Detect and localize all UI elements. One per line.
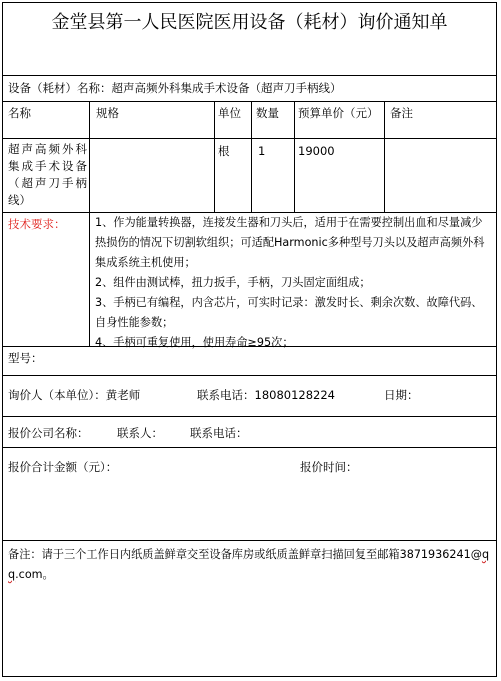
company-label: 报价公司名称： xyxy=(8,426,89,440)
contact-label: 联系人： xyxy=(117,426,163,440)
row-divider xyxy=(2,101,497,102)
header-price: 预算单价（元） xyxy=(298,106,379,120)
equipment-label: 设备（耗材）名称： xyxy=(8,81,112,95)
header-remark: 备注 xyxy=(390,106,413,120)
date-label: 日期： xyxy=(384,388,419,402)
tech-item: 3、手柄已有编程，内含芯片，可实时记录：激发时长、剩余次数、故障代码、 自身性能参数； xyxy=(95,296,483,329)
tech-item: 4、手柄可重复使用，使用寿命≥95次； xyxy=(95,336,294,349)
total-amount-label: 报价合计金额（元）： xyxy=(8,460,118,474)
note xyxy=(8,545,494,585)
tech-item: 2、组件由测试棒，扭力扳手，手柄，刀头固定面组成； xyxy=(95,276,371,289)
item-price: 19000 xyxy=(298,144,335,158)
col-divider xyxy=(89,101,90,212)
row-divider xyxy=(2,540,497,541)
contact-phone-label: 联系电话： xyxy=(190,426,248,440)
row-divider xyxy=(2,375,497,376)
header-spec: 规格 xyxy=(96,106,119,120)
tech-requirements xyxy=(95,213,493,353)
row-divider xyxy=(2,138,497,139)
note-email-tail: .com。 xyxy=(15,568,54,581)
row-divider xyxy=(2,75,497,76)
item-unit: 根 xyxy=(218,144,230,158)
row-divider xyxy=(2,416,497,417)
quote-time-label: 报价时间： xyxy=(300,460,358,474)
header-unit: 单位 xyxy=(218,106,241,120)
note-email-user: 3871936241@ xyxy=(399,548,482,561)
inquirer-label: 询价人（本单位）：黄老师 xyxy=(8,388,141,402)
col-divider xyxy=(89,212,90,346)
equipment-name: 超声高频外科集成手术设备（超声刀手柄线） xyxy=(111,81,342,95)
model-label: 型号： xyxy=(8,351,43,365)
item-name: 超声高频外科集成手术设备（超声刀手柄线） xyxy=(8,142,87,207)
col-divider xyxy=(251,101,252,212)
tech-item: 1、作为能量转换器，连接发生器和刀头后，适用于在需要控制出血和尽量减少热损伤的情况下切割软组织；可适配Harmonic多种型号刀头以及超声高频外科集成系统主机使用； xyxy=(95,216,485,269)
note-email-domain: qq xyxy=(8,548,490,581)
header-qty: 数量 xyxy=(256,106,279,120)
equipment-name-row xyxy=(8,80,342,96)
col-divider xyxy=(384,101,385,212)
note-text: 备注：请于三个工作日内纸质盖鲜章交至设备库房或纸质盖鲜章扫描回复至邮箱 xyxy=(8,548,400,561)
page-title: 金堂县第一人民医院医用设备（耗材）询价通知单 xyxy=(51,12,448,33)
col-divider xyxy=(214,101,215,212)
col-divider xyxy=(294,101,295,212)
item-qty: 1 xyxy=(258,144,266,158)
inquirer-phone: 联系电话：18080128224 xyxy=(197,388,335,402)
tech-label: 技术要求： xyxy=(8,217,66,231)
header-name: 名称 xyxy=(8,106,31,120)
row-divider xyxy=(2,447,497,448)
